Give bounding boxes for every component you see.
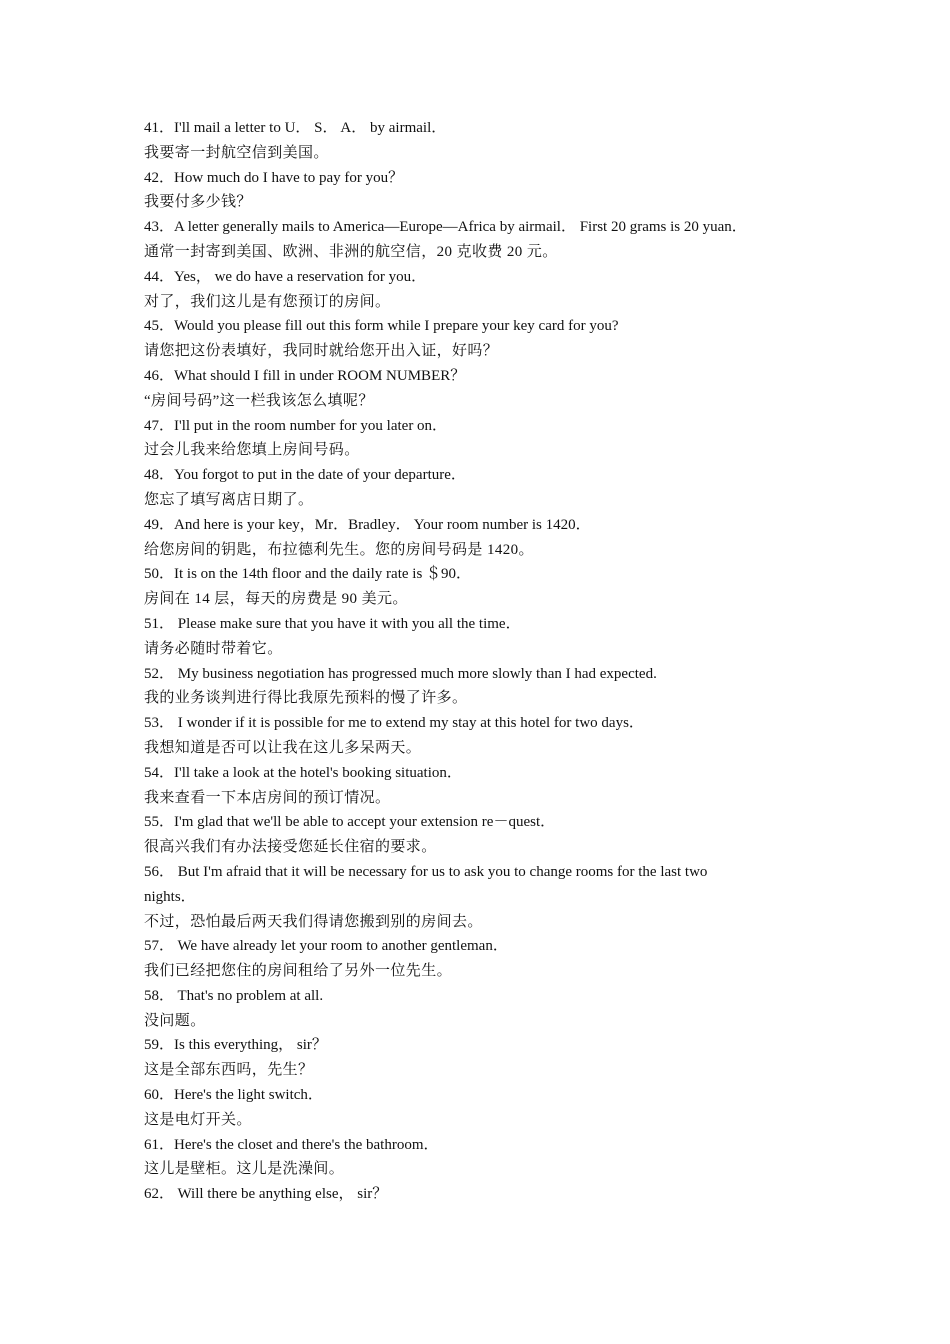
chinese-translation-line: 很高兴我们有办法接受您延长住宿的要求。 <box>144 839 437 856</box>
chinese-translation-line: 我要付多少钱？ <box>144 194 252 211</box>
english-sentence-line: 43．A letter generally mails to America—Europe—Africa by airmail． First 20 grams is 20 yuan． <box>144 219 747 236</box>
english-sentence-line: 59．Is this everything， sir？ <box>144 1037 327 1054</box>
chinese-translation-line: 我想知道是否可以让我在这儿多呆两天。 <box>144 739 422 756</box>
document-body <box>144 116 814 1207</box>
chinese-translation-line: 请您把这份表填好，我同时就给您开出入证，好吗？ <box>144 343 499 360</box>
chinese-translation-line: 没问题。 <box>144 1012 206 1029</box>
english-sentence-line: 42．How much do I have to pay for you？ <box>144 169 404 186</box>
chinese-translation-line: 我的业务谈判进行得比我原先预料的慢了许多。 <box>144 690 468 707</box>
chinese-translation-line: 我要寄一封航空信到美国。 <box>144 144 329 161</box>
chinese-translation-line: 这儿是壁柜。这儿是洗澡间。 <box>144 1161 345 1178</box>
chinese-translation-line: 这是全部东西吗，先生？ <box>144 1062 314 1079</box>
english-sentence-line: 41．I'll mail a letter to U． S． A． by airmail． <box>144 120 447 136</box>
chinese-translation-line: 房间在 14 层，每天的房费是 90 美元。 <box>144 591 408 608</box>
english-sentence-line: 61．Here's the closet and there's the bathroom． <box>144 1136 439 1153</box>
english-sentence-line: 48．You forgot to put in the date of your departure． <box>144 467 466 484</box>
chinese-translation-line: “房间号码”这一栏我该怎么填呢？ <box>144 392 374 409</box>
english-sentence-line: 53． I wonder if it is possible for me to extend my stay at this hotel for two days． <box>144 715 644 732</box>
english-sentence-line: 60．Here's the light switch． <box>144 1087 323 1104</box>
chinese-translation-line: 我来查看一下本店房间的预订情况。 <box>144 789 391 806</box>
english-sentence-line: 44．Yes， we do have a reservation for you． <box>144 268 427 285</box>
chinese-translation-line: 您忘了填写离店日期了。 <box>144 491 314 508</box>
chinese-translation-line: 通常一封寄到美国、欧洲、非洲的航空信，20 克收费 20 元。 <box>144 243 558 260</box>
chinese-translation-line: 不过，恐怕最后两天我们得请您搬到别的房间去。 <box>144 913 483 930</box>
english-sentence-line: 51． Please make sure that you have it with you all the time． <box>144 615 521 632</box>
english-sentence-line: 47．I'll put in the room number for you later on． <box>144 417 448 434</box>
english-sentence-line: 45．Would you please fill out this form while I prepare your key card for you? <box>144 318 619 335</box>
english-sentence-line: 56． But I'm afraid that it will be necessary for us to ask you to change rooms for the last two <box>144 863 708 880</box>
english-sentence-line: 57． We have already let your room to another gentleman． <box>144 938 508 955</box>
english-sentence-line: 58． That's no problem at all. <box>144 987 324 1004</box>
english-sentence-line: 62． Will there be anything else， sir？ <box>144 1186 388 1203</box>
chinese-translation-line: 我们已经把您住的房间租给了另外一位先生。 <box>144 963 453 980</box>
chinese-translation-line: 过会儿我来给您填上房间号码。 <box>144 442 360 459</box>
english-sentence-line: 46．What should I fill in under ROOM NUMBER？ <box>144 367 466 384</box>
chinese-translation-line: 这是电灯开关。 <box>144 1111 252 1128</box>
english-sentence-line: 50．It is on the 14th floor and the daily rate is ＄90． <box>144 566 472 583</box>
english-sentence-line: nights． <box>144 888 196 905</box>
chinese-translation-line: 对了，我们这儿是有您预订的房间。 <box>144 293 391 310</box>
english-sentence-line: 54．I'll take a look at the hotel's booking situation． <box>144 764 462 781</box>
chinese-translation-line: 给您房间的钥匙，布拉德利先生。您的房间号码是 1420。 <box>144 541 534 558</box>
english-sentence-line: 49．And here is your key，Mr．Bradley． Your room number is 1420． <box>144 516 591 533</box>
english-sentence-line: 55．I'm glad that we'll be able to accept your extension re－quest． <box>144 814 556 831</box>
english-sentence-line: 52． My business negotiation has progressed much more slowly than I had expected. <box>144 665 657 682</box>
chinese-translation-line: 请务必随时带着它。 <box>144 640 283 657</box>
